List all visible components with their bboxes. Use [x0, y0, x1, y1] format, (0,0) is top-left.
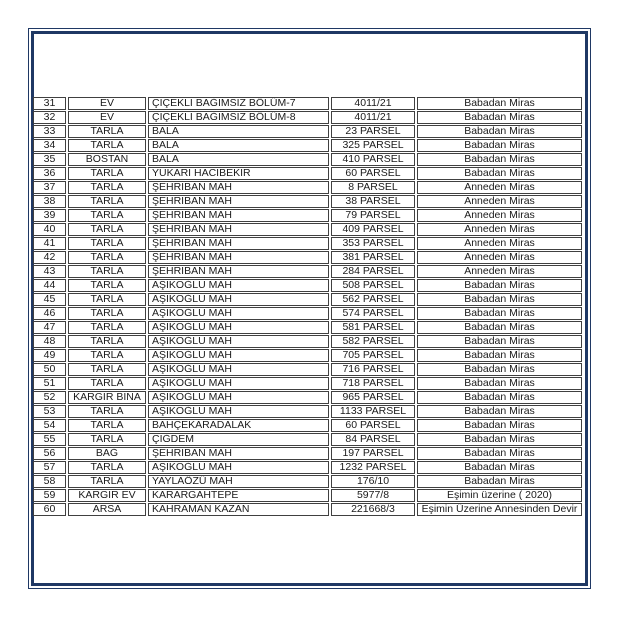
row-number-cell: 38 [33, 195, 66, 208]
location-cell: YUKARI HACIBEKİR [148, 167, 329, 180]
property-table [31, 96, 584, 517]
inheritance-cell: Anneden Miras [417, 251, 582, 264]
location-cell: ŞEHRİBAN MAH [148, 251, 329, 264]
inheritance-cell: Babadan Miras [417, 279, 582, 292]
inheritance-cell: Anneden Miras [417, 265, 582, 278]
type-cell: TARLA [68, 237, 146, 250]
inheritance-cell: Babadan Miras [417, 363, 582, 376]
table-row [33, 503, 582, 516]
inheritance-cell: Babadan Miras [417, 433, 582, 446]
location-cell: ŞEHRİBAN MAH [148, 181, 329, 194]
location-cell: AŞIKOĞLU MAH [148, 321, 329, 334]
type-cell: KARGİR EV [68, 489, 146, 502]
table-row [33, 461, 582, 474]
row-number-cell: 52 [33, 391, 66, 404]
type-cell: TARLA [68, 433, 146, 446]
table-row [33, 279, 582, 292]
row-number-cell: 56 [33, 447, 66, 460]
inheritance-cell: Babadan Miras [417, 293, 582, 306]
type-cell: TARLA [68, 377, 146, 390]
location-cell: AŞIKOĞLU MAH [148, 377, 329, 390]
inheritance-cell: Babadan Miras [417, 125, 582, 138]
location-cell: BALA [148, 153, 329, 166]
table-row [33, 293, 582, 306]
row-number-cell: 36 [33, 167, 66, 180]
table-row [33, 265, 582, 278]
table-row [33, 419, 582, 432]
type-cell: TARLA [68, 139, 146, 152]
row-number-cell: 44 [33, 279, 66, 292]
table-row [33, 251, 582, 264]
inheritance-cell: Eşimin üzerine ( 2020) [417, 489, 582, 502]
parcel-cell: 581 PARSEL [331, 321, 415, 334]
table-row [33, 447, 582, 460]
row-number-cell: 50 [33, 363, 66, 376]
type-cell: TARLA [68, 419, 146, 432]
table-row [33, 209, 582, 222]
parcel-cell: 325 PARSEL [331, 139, 415, 152]
inheritance-cell: Babadan Miras [417, 97, 582, 110]
parcel-cell: 5977/8 [331, 489, 415, 502]
parcel-cell: 84 PARSEL [331, 433, 415, 446]
inheritance-cell: Babadan Miras [417, 419, 582, 432]
type-cell: TARLA [68, 349, 146, 362]
location-cell: ÇİĞDEM [148, 433, 329, 446]
parcel-cell: 716 PARSEL [331, 363, 415, 376]
location-cell: BALA [148, 125, 329, 138]
parcel-cell: 410 PARSEL [331, 153, 415, 166]
location-cell: ŞEHRİBAN MAH [148, 447, 329, 460]
parcel-cell: 4011/21 [331, 97, 415, 110]
table-row [33, 349, 582, 362]
row-number-cell: 48 [33, 335, 66, 348]
parcel-cell: 1133 PARSEL [331, 405, 415, 418]
table-row [33, 111, 582, 124]
parcel-cell: 562 PARSEL [331, 293, 415, 306]
location-cell: AŞIKOĞLU MAH [148, 293, 329, 306]
parcel-cell: 8 PARSEL [331, 181, 415, 194]
location-cell: ÇİÇEKLİ BAĞIMSIZ BÖLÜM-7 [148, 97, 329, 110]
type-cell: TARLA [68, 279, 146, 292]
location-cell: ŞEHRİBAN MAH [148, 265, 329, 278]
row-number-cell: 32 [33, 111, 66, 124]
type-cell: TARLA [68, 475, 146, 488]
inheritance-cell: Anneden Miras [417, 195, 582, 208]
inheritance-cell: Babadan Miras [417, 321, 582, 334]
type-cell: TARLA [68, 335, 146, 348]
inheritance-cell: Babadan Miras [417, 349, 582, 362]
location-cell: AŞIKOĞLU MAH [148, 335, 329, 348]
type-cell: TARLA [68, 265, 146, 278]
inheritance-cell: Anneden Miras [417, 237, 582, 250]
type-cell: TARLA [68, 167, 146, 180]
parcel-cell: 60 PARSEL [331, 167, 415, 180]
type-cell: TARLA [68, 363, 146, 376]
parcel-cell: 582 PARSEL [331, 335, 415, 348]
row-number-cell: 40 [33, 223, 66, 236]
row-number-cell: 55 [33, 433, 66, 446]
location-cell: AŞIKOĞLU MAH [148, 461, 329, 474]
row-number-cell: 31 [33, 97, 66, 110]
row-number-cell: 58 [33, 475, 66, 488]
row-number-cell: 59 [33, 489, 66, 502]
inheritance-cell: Babadan Miras [417, 461, 582, 474]
parcel-cell: 38 PARSEL [331, 195, 415, 208]
parcel-cell: 965 PARSEL [331, 391, 415, 404]
row-number-cell: 41 [33, 237, 66, 250]
table-row [33, 153, 582, 166]
type-cell: EV [68, 111, 146, 124]
parcel-cell: 574 PARSEL [331, 307, 415, 320]
parcel-cell: 284 PARSEL [331, 265, 415, 278]
inheritance-cell: Babadan Miras [417, 167, 582, 180]
table-row [33, 363, 582, 376]
type-cell: EV [68, 97, 146, 110]
inheritance-cell: Babadan Miras [417, 447, 582, 460]
location-cell: ŞEHRİBAN MAH [148, 237, 329, 250]
location-cell: AŞIKOĞLU MAH [148, 405, 329, 418]
row-number-cell: 49 [33, 349, 66, 362]
table-row [33, 335, 582, 348]
location-cell: ŞEHRİBAN MAH [148, 223, 329, 236]
row-number-cell: 39 [33, 209, 66, 222]
location-cell: BALA [148, 139, 329, 152]
location-cell: KAHRAMAN KAZAN [148, 503, 329, 516]
row-number-cell: 33 [33, 125, 66, 138]
row-number-cell: 47 [33, 321, 66, 334]
type-cell: BOSTAN [68, 153, 146, 166]
parcel-cell: 60 PARSEL [331, 419, 415, 432]
location-cell: YAYLAÖZÜ MAH [148, 475, 329, 488]
type-cell: TARLA [68, 125, 146, 138]
row-number-cell: 43 [33, 265, 66, 278]
row-number-cell: 60 [33, 503, 66, 516]
table-row [33, 181, 582, 194]
inheritance-cell: Anneden Miras [417, 209, 582, 222]
location-cell: BAHÇEKARADALAK [148, 419, 329, 432]
inheritance-cell: Babadan Miras [417, 153, 582, 166]
parcel-cell: 221668/3 [331, 503, 415, 516]
location-cell: ÇİÇEKLİ BAĞIMSIZ BÖLÜM-8 [148, 111, 329, 124]
type-cell: TARLA [68, 321, 146, 334]
type-cell: TARLA [68, 251, 146, 264]
parcel-cell: 4011/21 [331, 111, 415, 124]
table-row [33, 125, 582, 138]
type-cell: BAĞ [68, 447, 146, 460]
inheritance-cell: Babadan Miras [417, 391, 582, 404]
parcel-cell: 381 PARSEL [331, 251, 415, 264]
parcel-cell: 1232 PARSEL [331, 461, 415, 474]
row-number-cell: 54 [33, 419, 66, 432]
inheritance-cell: Anneden Miras [417, 181, 582, 194]
inheritance-cell: Babadan Miras [417, 335, 582, 348]
table-row [33, 475, 582, 488]
table-row [33, 139, 582, 152]
row-number-cell: 46 [33, 307, 66, 320]
inheritance-cell: Eşimin Üzerine Annesinden Devir [417, 503, 582, 516]
inheritance-cell: Anneden Miras [417, 223, 582, 236]
type-cell: TARLA [68, 307, 146, 320]
property-table-body [33, 97, 582, 516]
inheritance-cell: Babadan Miras [417, 139, 582, 152]
type-cell: TARLA [68, 405, 146, 418]
type-cell: TARLA [68, 209, 146, 222]
location-cell: AŞIKOĞLU MAH [148, 307, 329, 320]
inheritance-cell: Babadan Miras [417, 111, 582, 124]
row-number-cell: 45 [33, 293, 66, 306]
table-row [33, 97, 582, 110]
row-number-cell: 57 [33, 461, 66, 474]
table-row [33, 433, 582, 446]
table-row [33, 405, 582, 418]
table-row [33, 223, 582, 236]
type-cell: TARLA [68, 293, 146, 306]
location-cell: AŞIKOĞLU MAH [148, 363, 329, 376]
table-row [33, 167, 582, 180]
type-cell: TARLA [68, 181, 146, 194]
table-row [33, 377, 582, 390]
location-cell: KARARGAHTEPE [148, 489, 329, 502]
inheritance-cell: Babadan Miras [417, 307, 582, 320]
row-number-cell: 53 [33, 405, 66, 418]
location-cell: AŞIKOĞLU MAH [148, 279, 329, 292]
inheritance-cell: Babadan Miras [417, 475, 582, 488]
table-row [33, 489, 582, 502]
type-cell: KARGİR BİNA [68, 391, 146, 404]
row-number-cell: 42 [33, 251, 66, 264]
row-number-cell: 34 [33, 139, 66, 152]
type-cell: ARSA [68, 503, 146, 516]
location-cell: AŞIKOĞLU MAH [148, 349, 329, 362]
location-cell: AŞIKOĞLU MAH [148, 391, 329, 404]
inheritance-cell: Babadan Miras [417, 405, 582, 418]
parcel-cell: 705 PARSEL [331, 349, 415, 362]
row-number-cell: 35 [33, 153, 66, 166]
parcel-cell: 176/10 [331, 475, 415, 488]
type-cell: TARLA [68, 461, 146, 474]
row-number-cell: 51 [33, 377, 66, 390]
table-row [33, 195, 582, 208]
type-cell: TARLA [68, 195, 146, 208]
table-row [33, 321, 582, 334]
parcel-cell: 508 PARSEL [331, 279, 415, 292]
parcel-cell: 23 PARSEL [331, 125, 415, 138]
table-row [33, 237, 582, 250]
parcel-cell: 353 PARSEL [331, 237, 415, 250]
location-cell: ŞEHRİBAN MAH [148, 209, 329, 222]
table-row [33, 391, 582, 404]
parcel-cell: 197 PARSEL [331, 447, 415, 460]
table-row [33, 307, 582, 320]
parcel-cell: 409 PARSEL [331, 223, 415, 236]
inheritance-cell: Babadan Miras [417, 377, 582, 390]
type-cell: TARLA [68, 223, 146, 236]
row-number-cell: 37 [33, 181, 66, 194]
parcel-cell: 718 PARSEL [331, 377, 415, 390]
location-cell: ŞEHRİBAN MAH [148, 195, 329, 208]
parcel-cell: 79 PARSEL [331, 209, 415, 222]
